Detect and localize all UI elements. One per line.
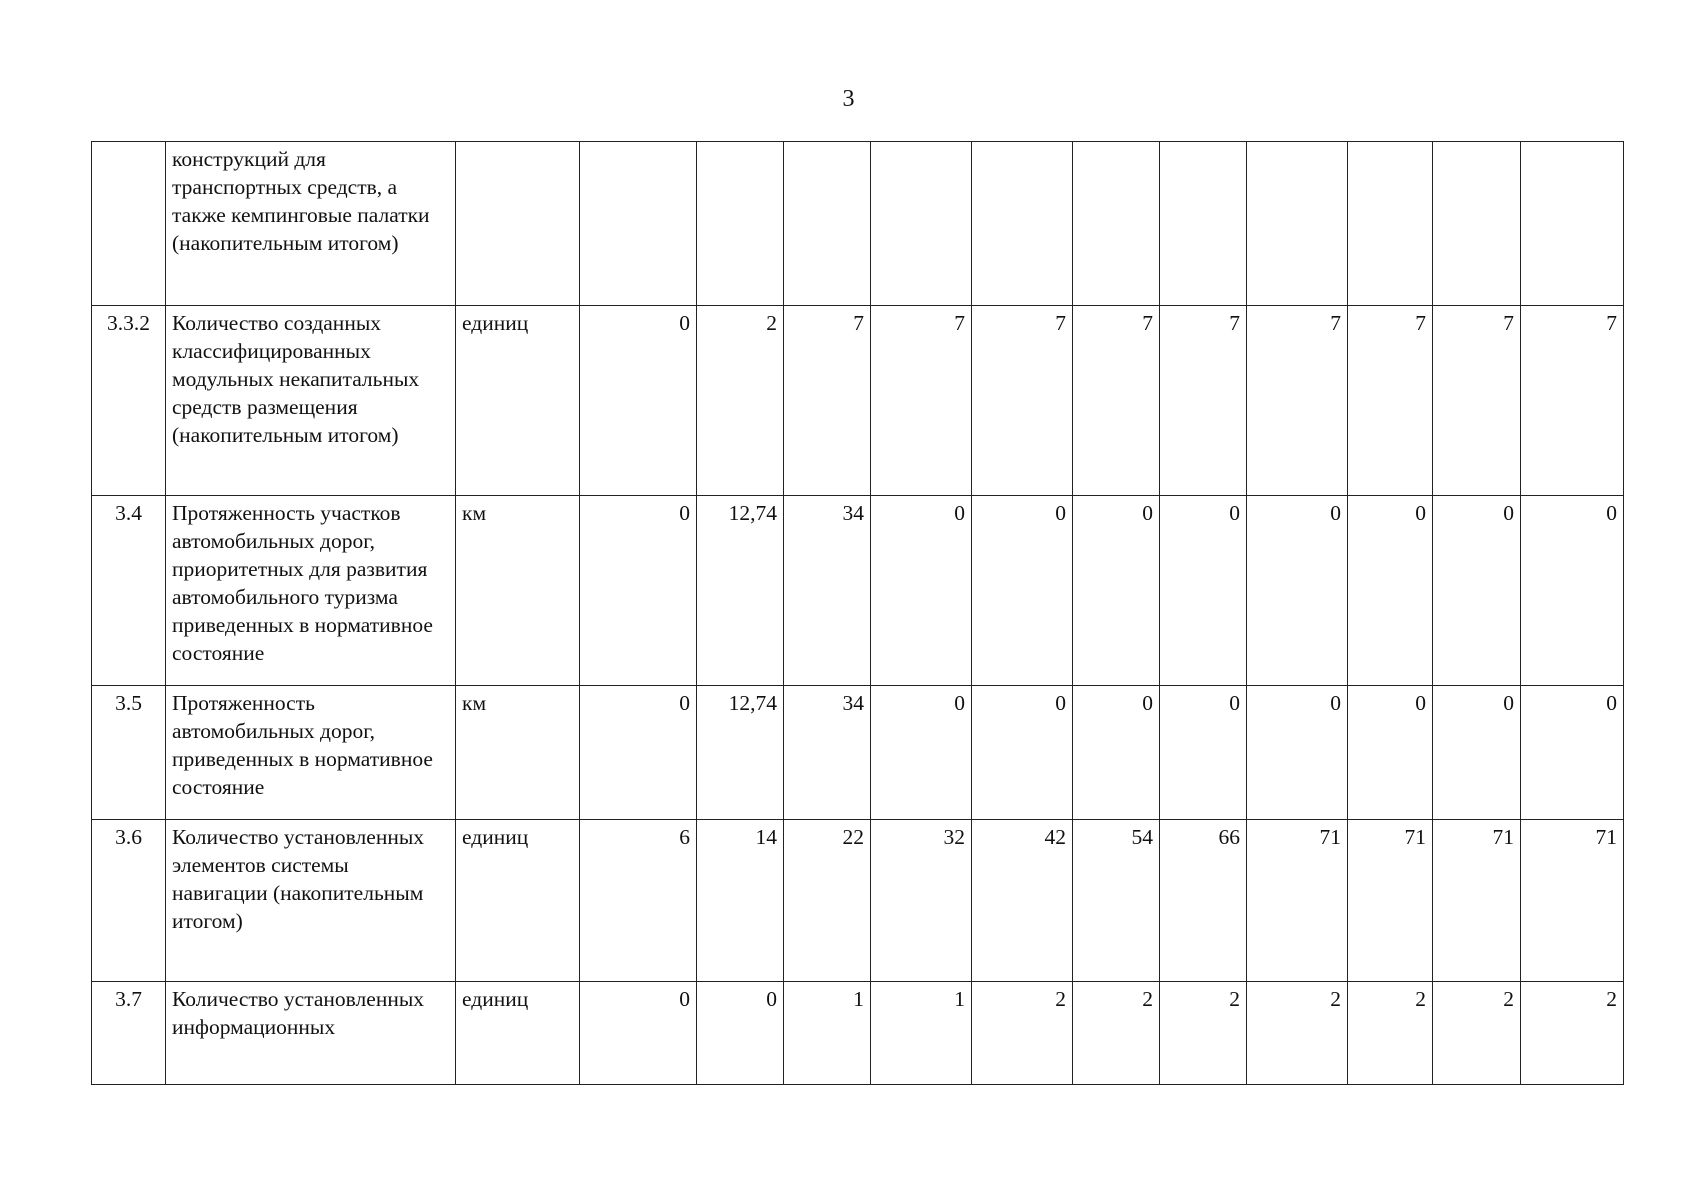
value-cell: 7 bbox=[1247, 306, 1348, 496]
value-cell: 0 bbox=[972, 686, 1073, 820]
value-cell bbox=[972, 142, 1073, 306]
value-cell bbox=[784, 142, 871, 306]
unit-cell: единиц bbox=[456, 820, 580, 982]
value-cell: 71 bbox=[1348, 820, 1433, 982]
unit-cell: км bbox=[456, 686, 580, 820]
value-cell: 2 bbox=[1433, 982, 1521, 1085]
value-cell bbox=[1160, 142, 1247, 306]
value-cell: 66 bbox=[1160, 820, 1247, 982]
indicator-name: Количество установленных элементов системы навигации (накопительным итогом) bbox=[166, 820, 456, 982]
value-cell: 0 bbox=[580, 982, 697, 1085]
value-cell bbox=[1521, 142, 1624, 306]
indicators-table bbox=[91, 141, 1624, 1085]
value-cell: 7 bbox=[871, 306, 972, 496]
value-cell: 2 bbox=[1521, 982, 1624, 1085]
value-cell: 7 bbox=[1433, 306, 1521, 496]
value-cell bbox=[1073, 142, 1160, 306]
unit-cell bbox=[456, 142, 580, 306]
value-cell bbox=[697, 142, 784, 306]
row-number bbox=[92, 142, 166, 306]
table-row bbox=[92, 142, 1624, 306]
value-cell: 0 bbox=[1348, 496, 1433, 686]
value-cell bbox=[1433, 142, 1521, 306]
value-cell: 32 bbox=[871, 820, 972, 982]
table-row bbox=[92, 820, 1624, 982]
value-cell: 2 bbox=[1073, 982, 1160, 1085]
value-cell: 2 bbox=[1160, 982, 1247, 1085]
row-number: 3.5 bbox=[92, 686, 166, 820]
value-cell: 0 bbox=[697, 982, 784, 1085]
unit-cell: единиц bbox=[456, 982, 580, 1085]
value-cell: 2 bbox=[697, 306, 784, 496]
value-cell: 0 bbox=[1521, 686, 1624, 820]
value-cell: 7 bbox=[1160, 306, 1247, 496]
row-number: 3.7 bbox=[92, 982, 166, 1085]
value-cell: 71 bbox=[1433, 820, 1521, 982]
value-cell: 6 bbox=[580, 820, 697, 982]
table-row bbox=[92, 306, 1624, 496]
indicator-name: Количество установленных информационных bbox=[166, 982, 456, 1085]
table-row bbox=[92, 686, 1624, 820]
table-row bbox=[92, 496, 1624, 686]
value-cell: 42 bbox=[972, 820, 1073, 982]
indicator-name: Протяженность автомобильных дорог, приведенных в нормативное состояние bbox=[166, 686, 456, 820]
value-cell: 34 bbox=[784, 496, 871, 686]
value-cell: 14 bbox=[697, 820, 784, 982]
value-cell: 12,74 bbox=[697, 496, 784, 686]
unit-cell: единиц bbox=[456, 306, 580, 496]
value-cell: 1 bbox=[784, 982, 871, 1085]
value-cell: 0 bbox=[871, 496, 972, 686]
value-cell: 0 bbox=[1160, 496, 1247, 686]
value-cell: 7 bbox=[1348, 306, 1433, 496]
indicator-name: Количество созданных классифицированных модульных некапитальных средств размещения (накопительным итогом) bbox=[166, 306, 456, 496]
value-cell: 12,74 bbox=[697, 686, 784, 820]
value-cell: 0 bbox=[1348, 686, 1433, 820]
value-cell: 0 bbox=[580, 496, 697, 686]
row-number: 3.3.2 bbox=[92, 306, 166, 496]
value-cell bbox=[1348, 142, 1433, 306]
value-cell: 0 bbox=[972, 496, 1073, 686]
value-cell: 0 bbox=[1073, 686, 1160, 820]
value-cell: 0 bbox=[1073, 496, 1160, 686]
value-cell: 7 bbox=[784, 306, 871, 496]
value-cell: 71 bbox=[1521, 820, 1624, 982]
value-cell: 0 bbox=[1160, 686, 1247, 820]
indicator-name: Протяженность участков автомобильных дорог, приоритетных для развития автомобильного туризма приведенных в нормативное состояние bbox=[166, 496, 456, 686]
value-cell: 54 bbox=[1073, 820, 1160, 982]
table-row bbox=[92, 982, 1624, 1085]
row-number: 3.6 bbox=[92, 820, 166, 982]
value-cell: 0 bbox=[1433, 686, 1521, 820]
value-cell: 2 bbox=[1247, 982, 1348, 1085]
indicator-name: конструкций для транспортных средств, а также кемпинговые палатки (накопительным итогом) bbox=[166, 142, 456, 306]
value-cell: 0 bbox=[1247, 496, 1348, 686]
value-cell bbox=[871, 142, 972, 306]
value-cell: 22 bbox=[784, 820, 871, 982]
value-cell: 2 bbox=[972, 982, 1073, 1085]
value-cell: 34 bbox=[784, 686, 871, 820]
value-cell: 7 bbox=[1073, 306, 1160, 496]
value-cell bbox=[580, 142, 697, 306]
value-cell: 0 bbox=[871, 686, 972, 820]
value-cell: 0 bbox=[1247, 686, 1348, 820]
value-cell bbox=[1247, 142, 1348, 306]
value-cell: 7 bbox=[972, 306, 1073, 496]
value-cell: 1 bbox=[871, 982, 972, 1085]
unit-cell: км bbox=[456, 496, 580, 686]
value-cell: 0 bbox=[1521, 496, 1624, 686]
value-cell: 2 bbox=[1348, 982, 1433, 1085]
value-cell: 0 bbox=[580, 306, 697, 496]
value-cell: 7 bbox=[1521, 306, 1624, 496]
row-number: 3.4 bbox=[92, 496, 166, 686]
page-number: 3 bbox=[842, 86, 855, 112]
value-cell: 0 bbox=[1433, 496, 1521, 686]
value-cell: 71 bbox=[1247, 820, 1348, 982]
value-cell: 0 bbox=[580, 686, 697, 820]
